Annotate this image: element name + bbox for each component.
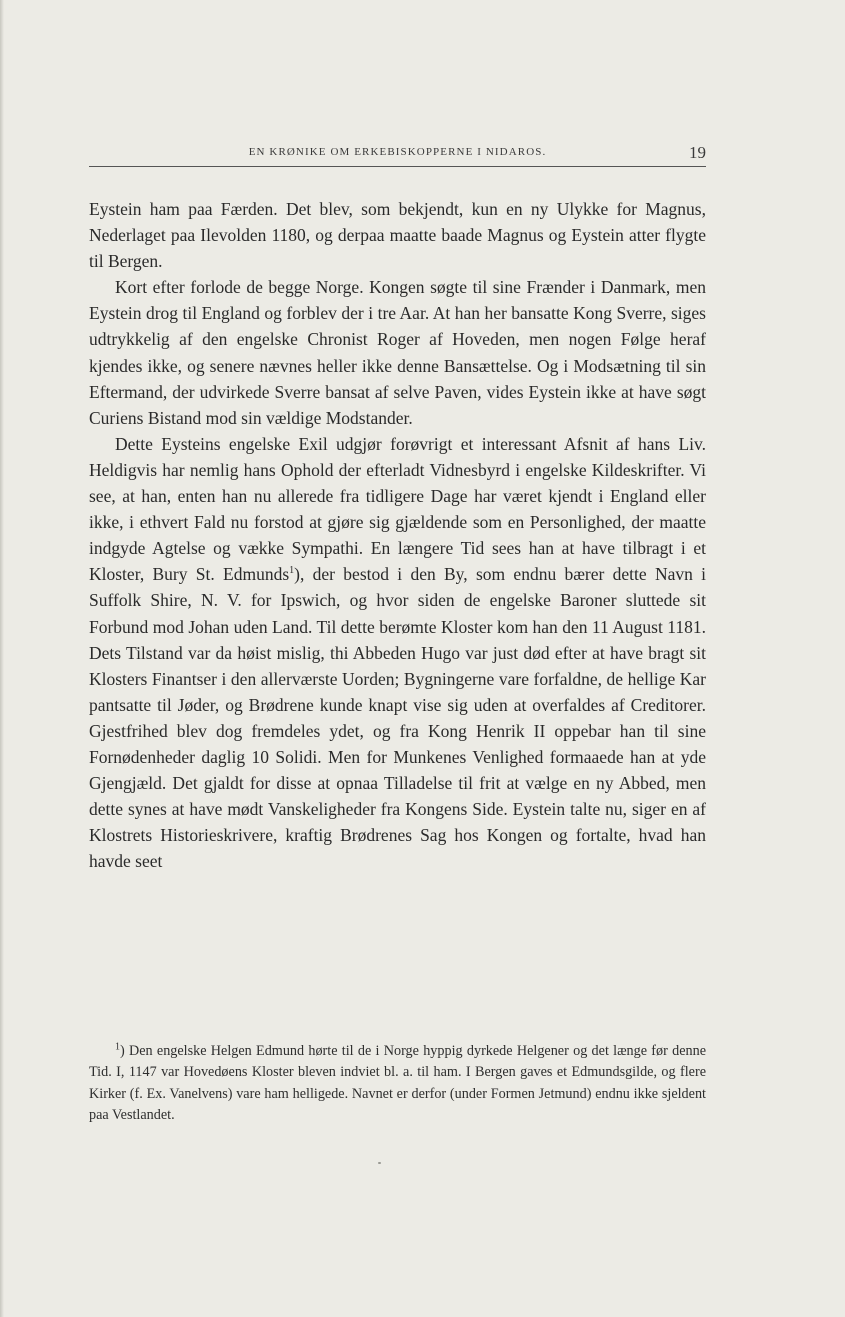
running-title: EN KRØNIKE OM ERKEBISKOPPERNE I NIDAROS. xyxy=(248,146,547,158)
header-rule xyxy=(89,166,706,167)
footnote-marker: 1 xyxy=(115,1041,120,1053)
paragraph-3-part-2: ), der bestod i den By, som endnu bærer dette Navn i Suffolk Shire, N. V. for Ipswich, og hvor siden de engelske Baroner sluttede sit Forbund mod Johan uden Land. Til dette berømte Kloster kom han den 11 August 1181. Dets Tilstand var da høist mislig, thi Abbeden Hugo var just død efter at have bragt sit Klosters Finantser i den allerværste Uorden; Bygningerne vare forfaldne, de hellige Kar pantsatte til Jøder, og Brødrene kunde knapt vise sig uden at overfaldes af Creditorer. Gjestfrihed blev dog fremdeles ydet, og fra Kong Henrik II oppebar han til sine Fornødenheder daglig 10 Solidi. Men for Munkenes Venlighed formaaede han at yde Gjengjæld. Det gjaldt for disse at opnaa Tilladelse til frit at vælge en ny Abbed, men dette synes at have mødt Vanskeligheder fra Kongens Side. Eystein talte nu, siger en af Klostrets Historieskrivere, kraftig Brødrenes Sag hos Kongen og fortalte, hvad han havde seet xyxy=(89,564,707,872)
paragraph-2: Kort efter forlode de begge Norge. Kongen søgte til sine Frænder i Danmark, men Eystein drog til England og forblev der i tre Aar. At han her bansatte Kong Sverre, siges udtrykkelig af den engelske Chronist Roger af Hoveden, men nogen Følge heraf kjendes ikke, og senere nævnes heller ikke denne Bansættelse. Og i Modsætning til sin Eftermand, der udvirkede Sverre bansat af selve Paven, vides Eystein ikke at have søgt Curiens Bistand mod sin vældige Modstander. xyxy=(89,277,706,428)
footnote xyxy=(89,1041,706,1126)
page-number: 19 xyxy=(689,143,706,162)
paragraph-3 xyxy=(89,431,706,875)
paper-speck xyxy=(378,1162,381,1164)
page-header xyxy=(89,143,706,167)
footnote-reference: 1 xyxy=(289,565,295,577)
scan-edge-shadow xyxy=(0,0,4,1317)
footnote-text: ) Den engelske Helgen Edmund hørte til de i Norge hyppig dyrkede Helgener og det længe før denne Tid. I, 1147 var Hovedøens Kloster bleven indviet bl. a. til ham. I Bergen gaves et Edmundsgilde, og flere Kirker (f. Ex. Vanelvens) vare ham helligede. Navnet er derfor (under Formen Jetmund) endnu ikke sjeldent paa Vestlandet. xyxy=(89,1043,706,1123)
body-text xyxy=(89,196,706,874)
paragraph-1: Eystein ham paa Færden. Det blev, som bekjendt, kun en ny Ulykke for Magnus, Nederlaget paa Ilevolden 1180, og derpaa maatte baade Magnus og Eystein atter flygte til Bergen. xyxy=(89,199,706,272)
footnote-text-block xyxy=(89,1041,706,1126)
paragraph-3-part-1: Dette Eysteins engelske Exil udgjør forøvrigt et interessant Afsnit af hans Liv. Heldigvis har nemlig hans Ophold der efterladt Vidnesbyrd i engelske Kildeskrifter. Vi see, at han, enten han nu allerede fra tidligere Dage har været kjendt i England eller ikke, i ethvert Fald nu forstod at gjøre sig gjældende som en Personlighed, der maatte indgyde Agtelse og vække Sympathi. En længere Tid sees han at have tilbragt i et Kloster, Bury St. Edmunds xyxy=(89,433,706,585)
